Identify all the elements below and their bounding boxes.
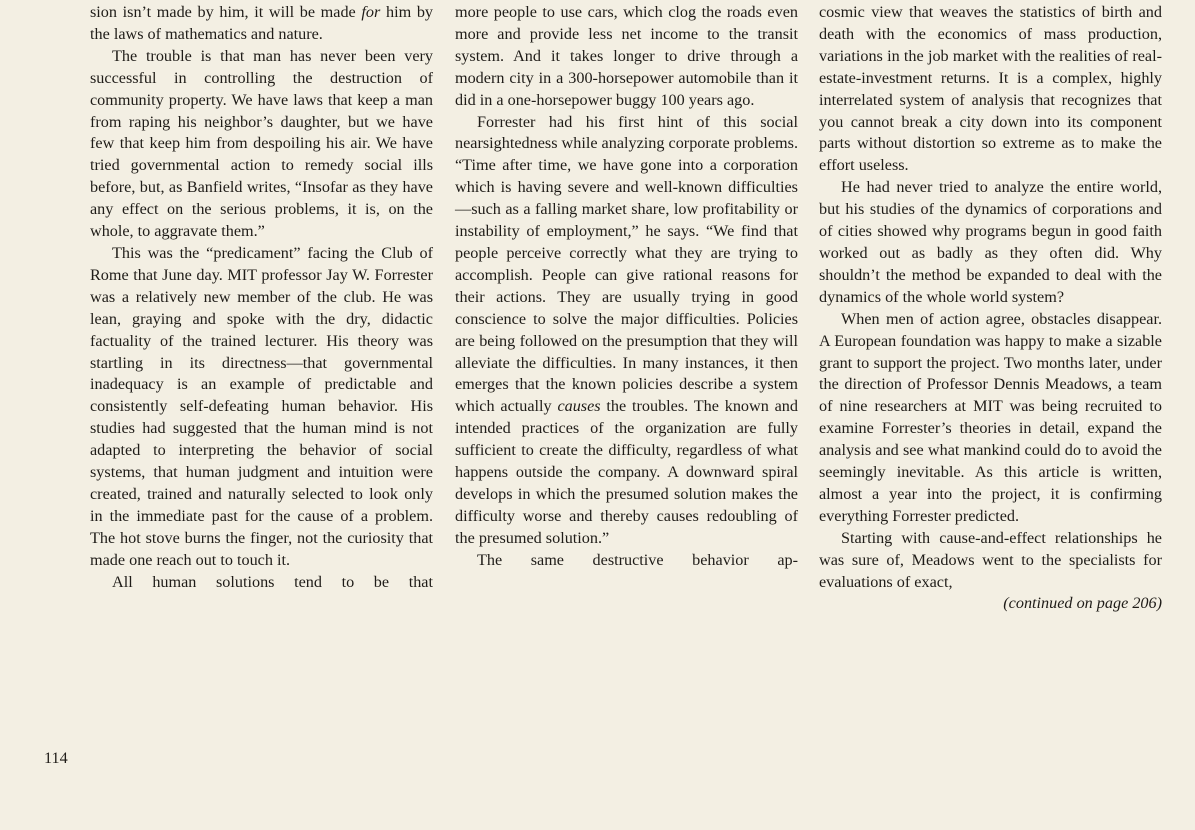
paragraph: more people to use cars, which clog the roads even more and provide less net income to the transit system. And it takes longer to drive through a modern city in a 300-horsepower automobile than it did in a one-horsepower buggy 100 years ago. (455, 3, 798, 109)
continued-note: (continued on page 206) (1003, 594, 1162, 613)
paragraph: cosmic view that weaves the statistics of birth and death with the economics of mass production, variations in the job market with the realities of real-estate-investment returns. It is a complex, highly interrelated system of analysis that recognizes that you cannot break a city down into its component parts without distortion so extreme as to make the effort useless. (819, 3, 1162, 175)
page-number: 114 (44, 749, 68, 767)
paragraph: The same destructive behavior ap- (477, 550, 798, 569)
paragraph: The trouble is that man has never been very successful in controlling the destruction of community property. We have laws that keep a man from raping his neighbor’s daughter, but we have few that keep him from despoiling his air. We have tried governmental action to remedy social ills before, but, as Banfield writes, “Insofar as they have any effect on the serious problems, it is, on the whole, to aggravate them.” (90, 46, 433, 241)
text-column-1 (90, 2, 433, 593)
paragraph: This was the “predicament” facing the Club of Rome that June day. MIT professor Jay W. Forrester was a relatively new member of the club. He was lean, graying and spoke with the dry, didactic factuality of the trained lecturer. His theory was startling in its directness—that governmental inadequacy is an example of predictable and consistently self-defeating human behavior. His studies had suggested that the human mind is not adapted to interpreting the behavior of social systems, that human judgment and intuition were created, trained and naturally selected to look only in the immediate past for the cause of a problem. The hot stove burns the finger, not the curiosity that made one reach out to touch it. (90, 243, 433, 569)
paragraph: He had never tried to analyze the entire world, but his studies of the dynamics of corporations and of cities showed why programs begun in good faith worked out as badly as they often did. Why shouldn’t the method be expanded to deal with the dynamics of the whole world system? (819, 178, 1162, 306)
text-column-2 (455, 2, 798, 572)
paragraph: sion isn’t made by him, it will be made for him by the laws of mathematics and nature. (90, 3, 434, 43)
paragraph: All human solutions tend to be that (112, 572, 433, 591)
text-column-3 (819, 2, 1162, 615)
paragraph: Starting with cause-and-effect relationships he was sure of, Meadows went to the specialists for evaluations of exact, (819, 528, 1162, 591)
paragraph: Forrester had his first hint of this social nearsightedness while analyzing corporate problems. “Time after time, we have gone into a corporation which is having severe and well-known difficulties—such as a falling market share, low profitability or instability of employment,” he says. “We find that people perceive correctly what they are trying to accomplish. People can give rational reasons for their actions. They are usually trying in good conscience to solve the major difficulties. Policies are being followed on the presumption that they will alleviate the difficulties. In many instances, it then emerges that the known policies describe a system which actually causes the troubles. The known and intended practices of the organization are fully sufficient to create the difficulty, regardless of what happens outside the company. A downward spiral develops in which the presumed solution makes the difficulty worse and thereby causes redoubling of the presumed solution.” (455, 112, 798, 547)
paragraph: When men of action agree, obstacles disappear. A European foundation was happy to make a sizable grant to support the project. Two months later, under the direction of Professor Dennis Meadows, a team of nine researchers at MIT was being recruited to examine Forrester’s theories in detail, expand the analysis and see what mankind could do to avoid the seemingly inevitable. As this article is written, almost a year into the project, it is confirming everything Forrester predicted. (819, 309, 1162, 525)
